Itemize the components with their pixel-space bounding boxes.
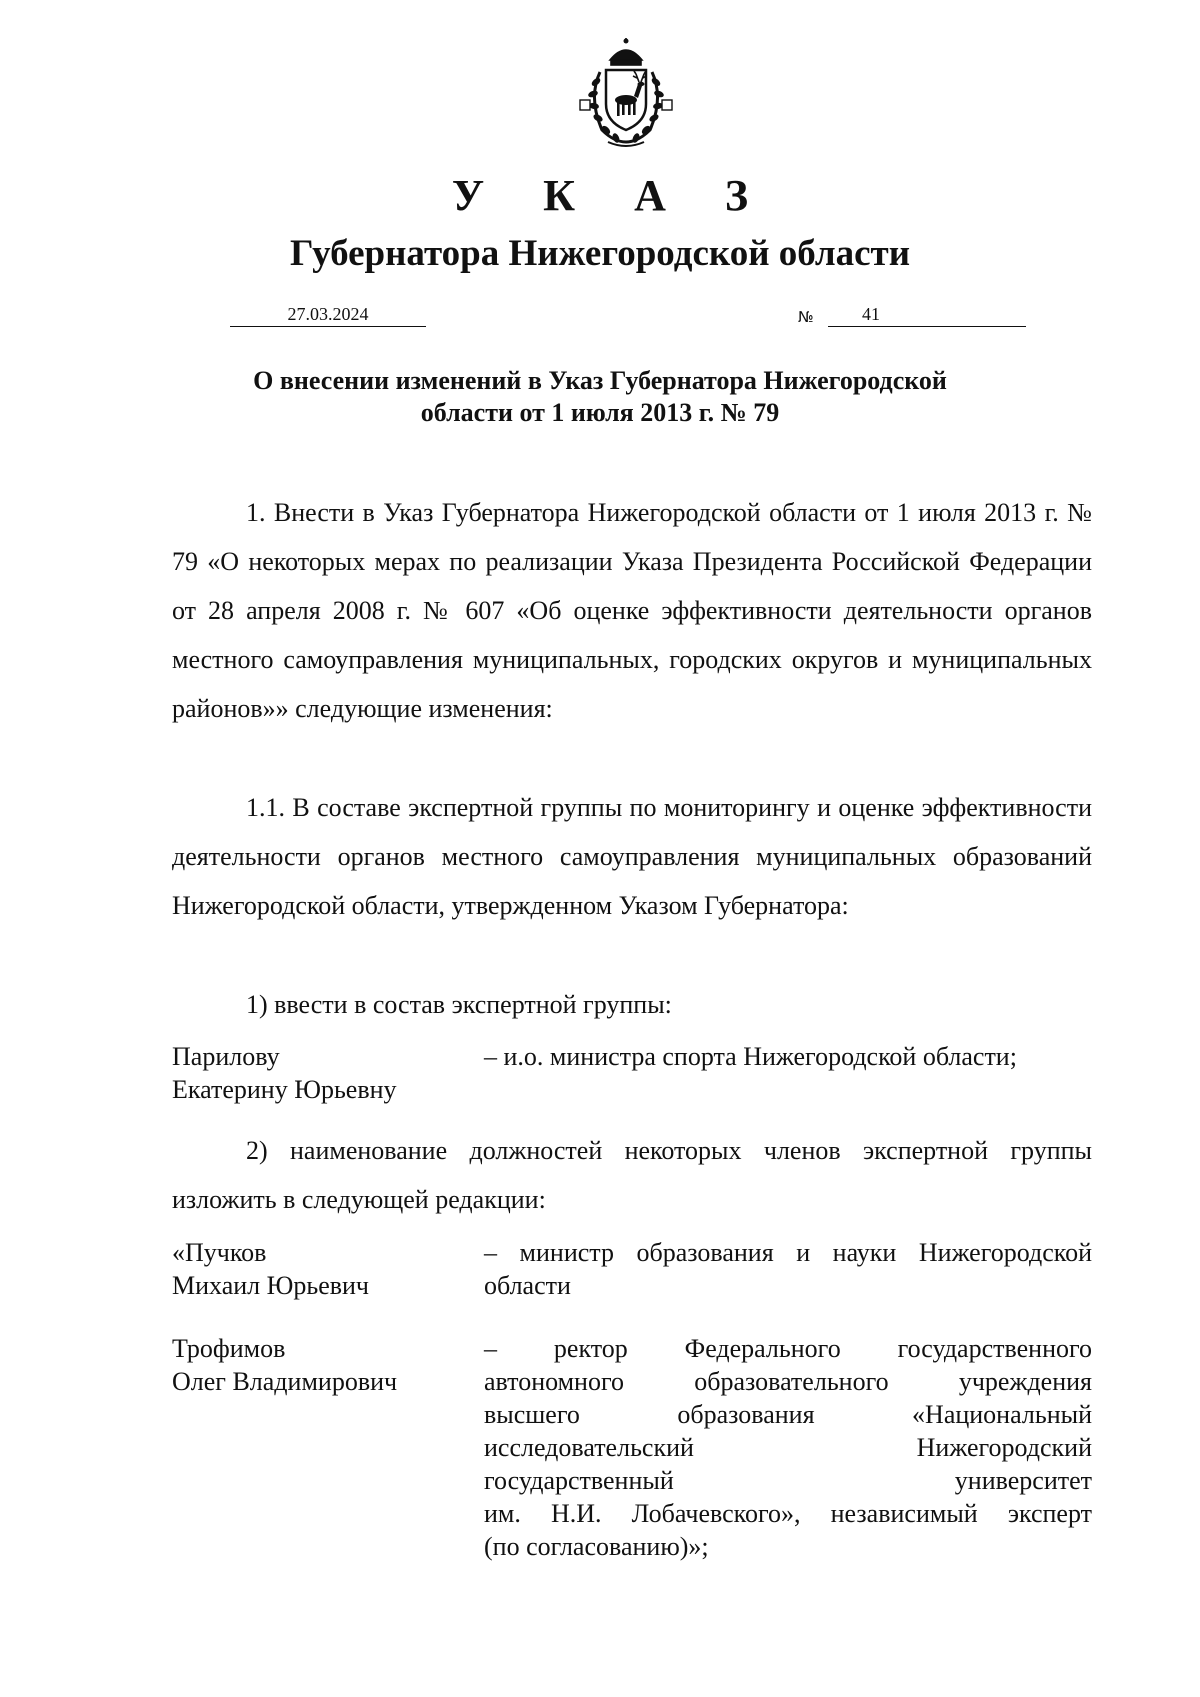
subject-line-2: области от 1 июля 2013 г. № 79 [420,398,780,427]
document-subject [200,365,1000,429]
member-role-line: области [484,1271,571,1300]
document-number: 41 [862,304,880,324]
member-name-line-2: Олег Владимирович [172,1367,398,1396]
paragraph-1: 1. Внести в Указ Губернатора Нижегородской области от 1 июля 2013 г. № 79 «О некоторых мерах по реализации Указа Президента Российской Федерации от 28 апреля 2008 г. № 607 «Об оценке эффективности деятельности органов местного самоуправления муниципальных, городских округов и муниципальных районов»» следующие изменения: [172,498,1092,723]
member-role-line: им. Н.И. Лобачевского», независимый эксперт [484,1499,1092,1528]
paragraph-1-1: 1.1. В составе экспертной группы по мониторингу и оценке эффективности деятельности органов местного самоуправления муниципальных образований Нижегородской области, утвержденном Указом Губернатора: [172,793,1092,920]
member-role-line: – ректор Федерального государственного [484,1334,1092,1363]
member-name-line-2: Михаил Юрьевич [172,1271,370,1300]
member-name [172,1040,482,1106]
number-label: № [798,308,814,326]
member-role-line: – министр образования и науки Нижегородской [484,1238,1092,1267]
member-name [172,1332,482,1398]
document-type-heading: У К А З [451,171,773,220]
member-name-line-1: «Пучков [172,1238,267,1267]
item-2: 2) наименование должностей некоторых членов экспертной группы изложить в следующей редакции: [172,1136,1092,1214]
member-role [484,1332,1092,1563]
item-1: 1) ввести в состав экспертной группы: [246,990,672,1019]
member-role-line: высшего образования «Национальный [484,1400,1092,1429]
member-role-line: автономного образовательного учреждения [484,1367,1092,1396]
member-role-line: государственный университет [484,1466,1092,1495]
member-role [484,1236,1092,1302]
member-name-line-1: Трофимов [172,1334,286,1363]
document-date: 27.03.2024 [230,304,426,327]
member-role-line: (по согласованию)»; [484,1532,709,1561]
member-role-line: исследовательский Нижегородский [484,1433,1092,1462]
coat-of-arms-icon [566,38,686,150]
issuer-heading: Губернатора Нижегородской области [289,233,911,274]
document-number-field [828,304,1026,327]
member-name-line-2: Екатерину Юрьевну [172,1075,397,1104]
subject-line-1: О внесении изменений в Указ Губернатора Нижегородской [253,366,947,395]
member-role: – и.о. министра спорта Нижегородской области; [484,1042,1017,1071]
member-name [172,1236,482,1302]
member-name-line-1: Парилову [172,1042,280,1071]
